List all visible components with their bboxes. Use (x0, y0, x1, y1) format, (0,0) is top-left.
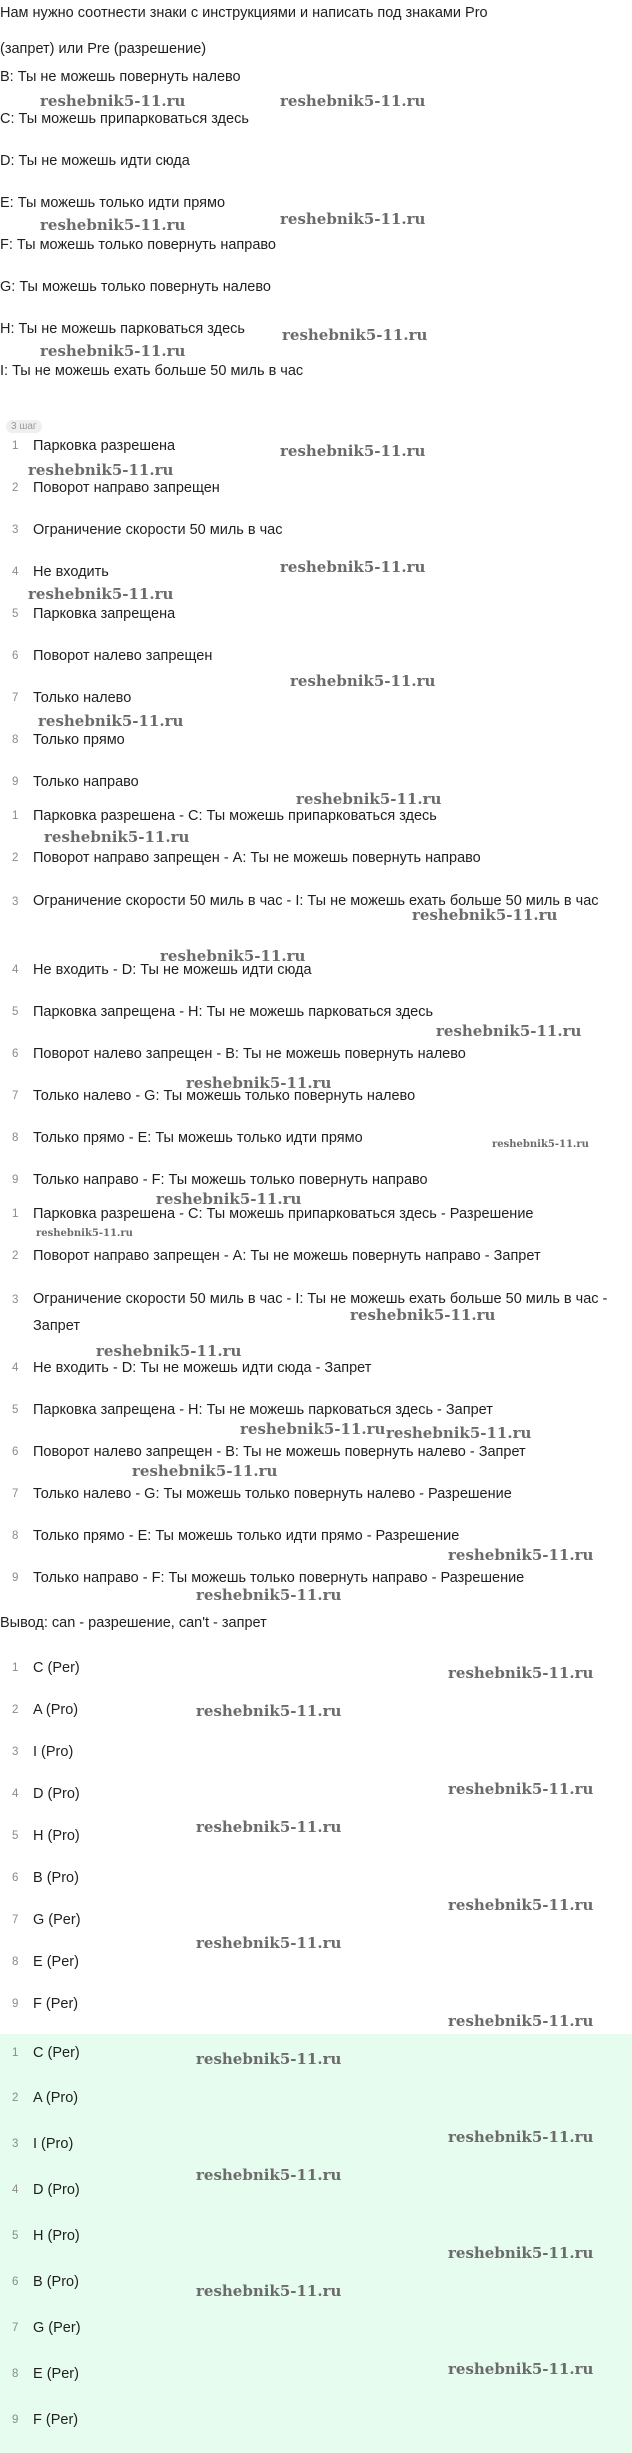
final-answer-text: F (Per) (33, 2412, 79, 2428)
answer-text: I (Pro) (33, 1744, 74, 1760)
match-text: Парковка разрешена - C: Ты можешь припарковаться здесь (33, 808, 437, 824)
sign-label: Только налево (33, 690, 132, 706)
watermark: reshebnik5-11.ru (448, 1896, 594, 1914)
watermark: reshebnik5-11.ru (28, 585, 174, 603)
instruction-g: G: Ты можешь только повернуть налево (0, 279, 271, 295)
list-number: 2 (12, 1250, 19, 1262)
list-number: 3 (12, 2138, 19, 2150)
final-answer-text: G (Per) (33, 2320, 81, 2336)
verdict-text: Ограничение скорости 50 миль в час - I: Ты не можешь ехать больше 50 миль в час - Запрет (33, 1291, 608, 1334)
watermark: reshebnik5-11.ru (280, 442, 426, 460)
watermark: reshebnik5-11.ru (448, 2128, 594, 2146)
sign-label: Парковка разрешена (33, 438, 176, 454)
watermark: reshebnik5-11.ru (448, 1546, 594, 1564)
watermark: reshebnik5-11.ru (290, 672, 436, 690)
watermark: reshebnik5-11.ru (36, 1228, 133, 1239)
watermark: reshebnik5-11.ru (448, 1780, 594, 1798)
list-number: 2 (12, 852, 19, 864)
list-number: 8 (12, 1530, 19, 1542)
list-number: 5 (12, 1006, 19, 1018)
verdict-text: Парковка разрешена - C: Ты можешь припарковаться здесь - Разрешение (33, 1206, 534, 1222)
verdict-text: Парковка запрещена - H: Ты не можешь парковаться здесь - Запрет (33, 1402, 493, 1418)
list-number: 2 (12, 1704, 19, 1716)
match-text: Парковка запрещена - H: Ты не можешь парковаться здесь (33, 1004, 434, 1020)
watermark: reshebnik5-11.ru (196, 2166, 342, 2184)
list-number: 9 (12, 1998, 19, 2010)
watermark: reshebnik5-11.ru (96, 1342, 242, 1360)
watermark: reshebnik5-11.ru (160, 947, 306, 965)
watermark: reshebnik5-11.ru (492, 1139, 589, 1150)
instruction-f: F: Ты можешь только повернуть направо (0, 237, 276, 253)
final-answer-text: E (Per) (33, 2366, 79, 2382)
final-answer-text: C (Per) (33, 2045, 80, 2061)
watermark: reshebnik5-11.ru (196, 1586, 342, 1604)
list-number: 9 (12, 1572, 19, 1584)
watermark: reshebnik5-11.ru (412, 906, 558, 924)
verdict-text: Поворот налево запрещен - B: Ты не можешь повернуть налево - Запрет (33, 1444, 526, 1460)
match-text: Поворот налево запрещен - B: Ты не можешь повернуть налево (33, 1046, 466, 1062)
instruction-d: D: Ты не можешь идти сюда (0, 153, 190, 169)
watermark: reshebnik5-11.ru (448, 2012, 594, 2030)
answer-text: D (Pro) (33, 1786, 80, 1802)
watermark: reshebnik5-11.ru (240, 1420, 386, 1438)
final-answer-text: A (Pro) (33, 2090, 79, 2106)
match-text: Только прямо - E: Ты можешь только идти прямо (33, 1130, 363, 1146)
watermark: reshebnik5-11.ru (282, 326, 428, 344)
watermark: reshebnik5-11.ru (44, 828, 190, 846)
list-number: 5 (12, 608, 19, 620)
watermark: reshebnik5-11.ru (448, 2244, 594, 2262)
list-number: 7 (12, 1488, 19, 1500)
watermark: reshebnik5-11.ru (350, 1306, 496, 1324)
verdict-text: Только прямо - E: Ты можешь только идти прямо - Разрешение (33, 1528, 460, 1544)
list-number: 3 (12, 524, 19, 536)
watermark: reshebnik5-11.ru (436, 1022, 582, 1040)
list-number: 6 (12, 1872, 19, 1884)
list-number: 8 (12, 2368, 19, 2380)
watermark: reshebnik5-11.ru (40, 342, 186, 360)
watermark: reshebnik5-11.ru (448, 1664, 594, 1682)
list-number: 4 (12, 2184, 19, 2196)
sign-label: Только направо (33, 774, 139, 790)
answer-text: G (Per) (33, 1912, 81, 1928)
watermark: reshebnik5-11.ru (280, 92, 426, 110)
list-number: 4 (12, 1362, 19, 1374)
match-text: Поворот направо запрещен - A: Ты не можешь повернуть направо (33, 850, 481, 866)
list-number: 4 (12, 566, 19, 578)
watermark: reshebnik5-11.ru (40, 92, 186, 110)
list-number: 7 (12, 692, 19, 704)
instruction-h: H: Ты не можешь парковаться здесь (0, 321, 245, 337)
watermark: reshebnik5-11.ru (28, 461, 174, 479)
list-number: 1 (12, 2047, 19, 2059)
list-number: 3 (12, 1746, 19, 1758)
verdict-text: Поворот направо запрещен - A: Ты не можешь повернуть направо - Запрет (33, 1248, 541, 1264)
conclusion: Вывод: can - разрешение, can't - запрет (0, 1615, 267, 1631)
answer-text: C (Per) (33, 1660, 80, 1676)
list-number: 6 (12, 1446, 19, 1458)
watermark: reshebnik5-11.ru (196, 1702, 342, 1720)
match-text: Ограничение скорости 50 миль в час - I: Ты не можешь ехать больше 50 миль в час (33, 893, 599, 909)
list-number: 7 (12, 2322, 19, 2334)
intro-line-1: Нам нужно соотнести знаки с инструкциями и написать под знаками Pro (0, 5, 488, 21)
match-text: Только налево - G: Ты можешь только повернуть налево (33, 1088, 416, 1104)
list-number: 8 (12, 734, 19, 746)
watermark: reshebnik5-11.ru (386, 1424, 532, 1442)
watermark: reshebnik5-11.ru (186, 1074, 332, 1092)
verdict-text: Только налево - G: Ты можешь только повернуть налево - Разрешение (33, 1486, 512, 1502)
list-number: 3 (12, 896, 19, 908)
list-number: 1 (12, 1208, 19, 1220)
watermark: reshebnik5-11.ru (132, 1462, 278, 1480)
sign-label: Парковка запрещена (33, 606, 176, 622)
watermark: reshebnik5-11.ru (296, 790, 442, 808)
list-number: 4 (12, 964, 19, 976)
watermark: reshebnik5-11.ru (196, 1818, 342, 1836)
answer-text: H (Pro) (33, 1828, 80, 1844)
list-number: 6 (12, 1048, 19, 1060)
watermark: reshebnik5-11.ru (280, 558, 426, 576)
match-text: Только направо - F: Ты можешь только повернуть направо (33, 1172, 428, 1188)
final-answer-text: H (Pro) (33, 2228, 80, 2244)
final-answer-text: B (Pro) (33, 2274, 79, 2290)
step-badge: 3 шаг (6, 420, 42, 433)
sign-label: Не входить (33, 564, 109, 580)
instruction-b: B: Ты не можешь повернуть налево (0, 69, 241, 85)
list-number: 9 (12, 1174, 19, 1186)
answer-text: A (Pro) (33, 1702, 79, 1718)
list-number: 6 (12, 650, 19, 662)
final-answer-text: D (Pro) (33, 2182, 80, 2198)
list-number: 2 (12, 482, 19, 494)
verdict-text: Не входить - D: Ты не можешь идти сюда - Запрет (33, 1360, 372, 1376)
list-number: 3 (12, 1294, 19, 1306)
list-number: 9 (12, 776, 19, 788)
sign-label: Только прямо (33, 732, 125, 748)
answer-text: E (Per) (33, 1954, 79, 1970)
watermark: reshebnik5-11.ru (280, 210, 426, 228)
sign-label: Поворот направо запрещен (33, 480, 220, 496)
instruction-c: C: Ты можешь припарковаться здесь (0, 111, 249, 127)
answer-text: B (Pro) (33, 1870, 79, 1886)
list-number: 6 (12, 2276, 19, 2288)
list-number: 7 (12, 1914, 19, 1926)
list-number: 4 (12, 1788, 19, 1800)
answer-text: F (Per) (33, 1996, 79, 2012)
list-number: 1 (12, 440, 19, 452)
list-number: 8 (12, 1956, 19, 1968)
intro-line-2: (запрет) или Pre (разрешение) (0, 41, 207, 57)
list-number: 5 (12, 1404, 19, 1416)
sign-label: Ограничение скорости 50 миль в час (33, 522, 283, 538)
sign-label: Поворот налево запрещен (33, 648, 213, 664)
final-answer-text: I (Pro) (33, 2136, 74, 2152)
verdict-text: Только направо - F: Ты можешь только повернуть направо - Разрешение (33, 1570, 525, 1586)
list-number: 5 (12, 1830, 19, 1842)
list-number: 1 (12, 1662, 19, 1674)
watermark: reshebnik5-11.ru (196, 2050, 342, 2068)
list-number: 5 (12, 2230, 19, 2242)
watermark: reshebnik5-11.ru (196, 1934, 342, 1952)
watermark: reshebnik5-11.ru (38, 712, 184, 730)
watermark: reshebnik5-11.ru (196, 2282, 342, 2300)
match-text: Не входить - D: Ты не можешь идти сюда (33, 962, 312, 978)
instruction-e: E: Ты можешь только идти прямо (0, 195, 226, 211)
list-number: 7 (12, 1090, 19, 1102)
watermark: reshebnik5-11.ru (156, 1190, 302, 1208)
list-number: 1 (12, 810, 19, 822)
instruction-i: I: Ты не можешь ехать больше 50 миль в час (0, 363, 304, 379)
list-number: 2 (12, 2092, 19, 2104)
watermark: reshebnik5-11.ru (40, 216, 186, 234)
watermark: reshebnik5-11.ru (448, 2360, 594, 2378)
list-number: 8 (12, 1132, 19, 1144)
list-number: 9 (12, 2414, 19, 2426)
